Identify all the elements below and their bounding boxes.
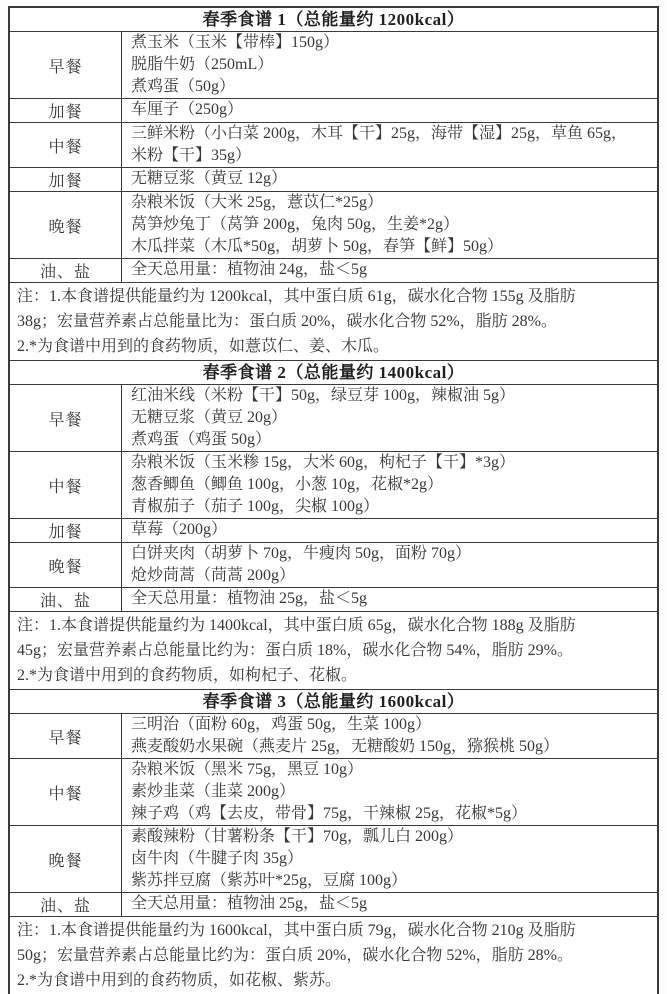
dish-line: 杂粮米饭（大米 25g，薏苡仁*25g） bbox=[131, 194, 384, 211]
meal-dishes bbox=[122, 32, 657, 98]
meal-dishes bbox=[122, 893, 657, 916]
meal-dishes bbox=[122, 385, 657, 451]
dish-line: 葱香鲫鱼（鲫鱼 100g，小葱 10g，花椒*2g） bbox=[131, 476, 444, 493]
dish-line: 辣子鸡（鸡【去皮，带骨】75g，干辣椒 25g，花椒*5g） bbox=[131, 805, 528, 822]
note-line: 注：1.本食谱提供能量约为 1600kcal，其中蛋白质 79g，碳水化合物 210g 及脂肪 bbox=[17, 922, 576, 939]
meal-rows bbox=[10, 714, 657, 917]
meal-table-title: 春季食谱 1（总能量约 1200kcal） bbox=[10, 8, 657, 32]
dish-line: 脱脂牛奶（250mL） bbox=[131, 56, 274, 73]
meal-table-notes bbox=[10, 283, 657, 360]
dish-line: 青椒茄子（茄子 100g，尖椒 100g） bbox=[131, 498, 380, 515]
meal-row bbox=[10, 452, 657, 519]
note-line: 2.*为食谱中用到的食药物质，如花椒、紫苏。 bbox=[17, 972, 342, 989]
note-line: 注：1.本食谱提供能量约为 1200kcal，其中蛋白质 61g，碳水化合物 155g 及脂肪 bbox=[17, 288, 576, 305]
meal-label: 早餐 bbox=[10, 32, 122, 98]
meal-table-title: 春季食谱 2（总能量约 1400kcal） bbox=[10, 361, 657, 385]
meal-row bbox=[10, 32, 657, 99]
meal-label: 早餐 bbox=[10, 385, 122, 451]
meal-row bbox=[10, 759, 657, 826]
dish-line: 白饼夹肉（胡萝卜 70g，牛瘦肉 50g，面粉 70g） bbox=[131, 545, 472, 562]
note-line: 45g；宏量营养素占总能量比约为：蛋白质 18%，碳水化合物 54%，脂肪 29%。 bbox=[17, 642, 573, 659]
meal-dishes bbox=[122, 99, 657, 122]
meal-row bbox=[10, 893, 657, 917]
meal-dishes bbox=[122, 826, 657, 892]
meal-label: 晚餐 bbox=[10, 192, 122, 258]
meal-row bbox=[10, 192, 657, 259]
meal-label: 加餐 bbox=[10, 519, 122, 542]
dish-line: 全天总用量：植物油 25g，盐＜5g bbox=[131, 895, 368, 912]
dish-line: 卤牛肉（牛腱子肉 35g） bbox=[131, 850, 304, 867]
meal-dishes bbox=[122, 714, 657, 758]
meal-row bbox=[10, 826, 657, 893]
meal-table-notes bbox=[10, 917, 657, 994]
meal-label: 中餐 bbox=[10, 123, 122, 167]
meal-label: 中餐 bbox=[10, 759, 122, 825]
dish-line: 草莓（200g） bbox=[131, 521, 228, 538]
meal-row bbox=[10, 385, 657, 452]
dish-line: 素炒韭菜（韭菜 200g） bbox=[131, 783, 296, 800]
meal-label: 加餐 bbox=[10, 168, 122, 191]
dish-line: 素酸辣粉（甘薯粉条【干】70g，瓢儿白 200g） bbox=[131, 828, 464, 845]
meal-row bbox=[10, 123, 657, 168]
meal-label: 晚餐 bbox=[10, 543, 122, 587]
meal-label: 油、盐 bbox=[10, 893, 122, 916]
dish-line: 米粉【干】35g） bbox=[131, 147, 252, 164]
meal-table-notes bbox=[10, 612, 657, 689]
meal-table bbox=[10, 8, 657, 360]
note-line: 38g；宏量营养素占总能量比为：蛋白质 20%，碳水化合物 52%，脂肪 28%。 bbox=[17, 313, 557, 330]
meal-row bbox=[10, 259, 657, 283]
dish-line: 全天总用量：植物油 24g，盐＜5g bbox=[131, 261, 368, 278]
dish-line: 紫苏拌豆腐（紫苏叶*25g，豆腐 100g） bbox=[131, 872, 408, 889]
meal-dishes bbox=[122, 259, 657, 282]
meal-dishes bbox=[122, 759, 657, 825]
dish-line: 三鲜米粉（小白菜 200g，木耳【干】25g，海带【湿】25g，草鱼 65g， bbox=[131, 125, 628, 142]
meal-dishes bbox=[122, 452, 657, 518]
dish-line: 红油米线（米粉【干】50g，绿豆芽 100g，辣椒油 5g） bbox=[131, 387, 516, 404]
meal-table bbox=[10, 689, 657, 994]
dish-line: 煮玉米（玉米【带棒】150g） bbox=[131, 34, 340, 51]
meal-rows bbox=[10, 385, 657, 612]
dish-line: 无糖豆浆（黄豆 12g） bbox=[131, 170, 288, 187]
spring-meal-plan-tables bbox=[8, 6, 659, 994]
note-line: 2.*为食谱中用到的食药物质，如枸杞子、花椒。 bbox=[17, 667, 358, 684]
note-line: 50g；宏量营养素占总能量比约为：蛋白质 20%，碳水化合物 52%，脂肪 28%。 bbox=[17, 947, 573, 964]
meal-row bbox=[10, 519, 657, 543]
dish-line: 全天总用量：植物油 25g，盐＜5g bbox=[131, 590, 368, 607]
dish-line: 杂粮米饭（玉米糁 15g，大米 60g，枸杞子【干】*3g） bbox=[131, 454, 516, 471]
dish-line: 莴笋炒兔丁（莴笋 200g，兔肉 50g，生姜*2g） bbox=[131, 216, 460, 233]
meal-dishes bbox=[122, 123, 657, 167]
meal-rows bbox=[10, 32, 657, 283]
dish-line: 煮鸡蛋（50g） bbox=[131, 78, 236, 95]
meal-dishes bbox=[122, 588, 657, 611]
meal-row bbox=[10, 714, 657, 759]
meal-dishes bbox=[122, 192, 657, 258]
dish-line: 三明治（面粉 60g，鸡蛋 50g，生菜 100g） bbox=[131, 716, 432, 733]
dish-line: 无糖豆浆（黄豆 20g） bbox=[131, 409, 288, 426]
meal-label: 中餐 bbox=[10, 452, 122, 518]
meal-table-title: 春季食谱 3（总能量约 1600kcal） bbox=[10, 690, 657, 714]
note-line: 注：1.本食谱提供能量约为 1400kcal，其中蛋白质 65g，碳水化合物 188g 及脂肪 bbox=[17, 617, 576, 634]
meal-label: 晚餐 bbox=[10, 826, 122, 892]
dish-line: 车厘子（250g） bbox=[131, 101, 244, 118]
dish-line: 杂粮米饭（黑米 75g，黑豆 10g） bbox=[131, 761, 364, 778]
dish-line: 木瓜拌菜（木瓜*50g，胡萝卜 50g，春笋【鲜】50g） bbox=[131, 238, 504, 255]
meal-dishes bbox=[122, 519, 657, 542]
meal-row bbox=[10, 588, 657, 612]
note-line: 2.*为食谱中用到的食药物质，如薏苡仁、姜、木瓜。 bbox=[17, 338, 390, 355]
meal-label: 早餐 bbox=[10, 714, 122, 758]
meal-label: 油、盐 bbox=[10, 588, 122, 611]
meal-dishes bbox=[122, 168, 657, 191]
meal-row bbox=[10, 168, 657, 192]
meal-dishes bbox=[122, 543, 657, 587]
meal-row bbox=[10, 543, 657, 588]
dish-line: 煮鸡蛋（鸡蛋 50g） bbox=[131, 431, 272, 448]
dish-line: 炝炒茼蒿（茼蒿 200g） bbox=[131, 567, 296, 584]
meal-label: 油、盐 bbox=[10, 259, 122, 282]
dish-line: 燕麦酸奶水果碗（燕麦片 25g，无糖酸奶 150g，猕猴桃 50g） bbox=[131, 738, 560, 755]
meal-label: 加餐 bbox=[10, 99, 122, 122]
meal-row bbox=[10, 99, 657, 123]
meal-table bbox=[10, 360, 657, 689]
